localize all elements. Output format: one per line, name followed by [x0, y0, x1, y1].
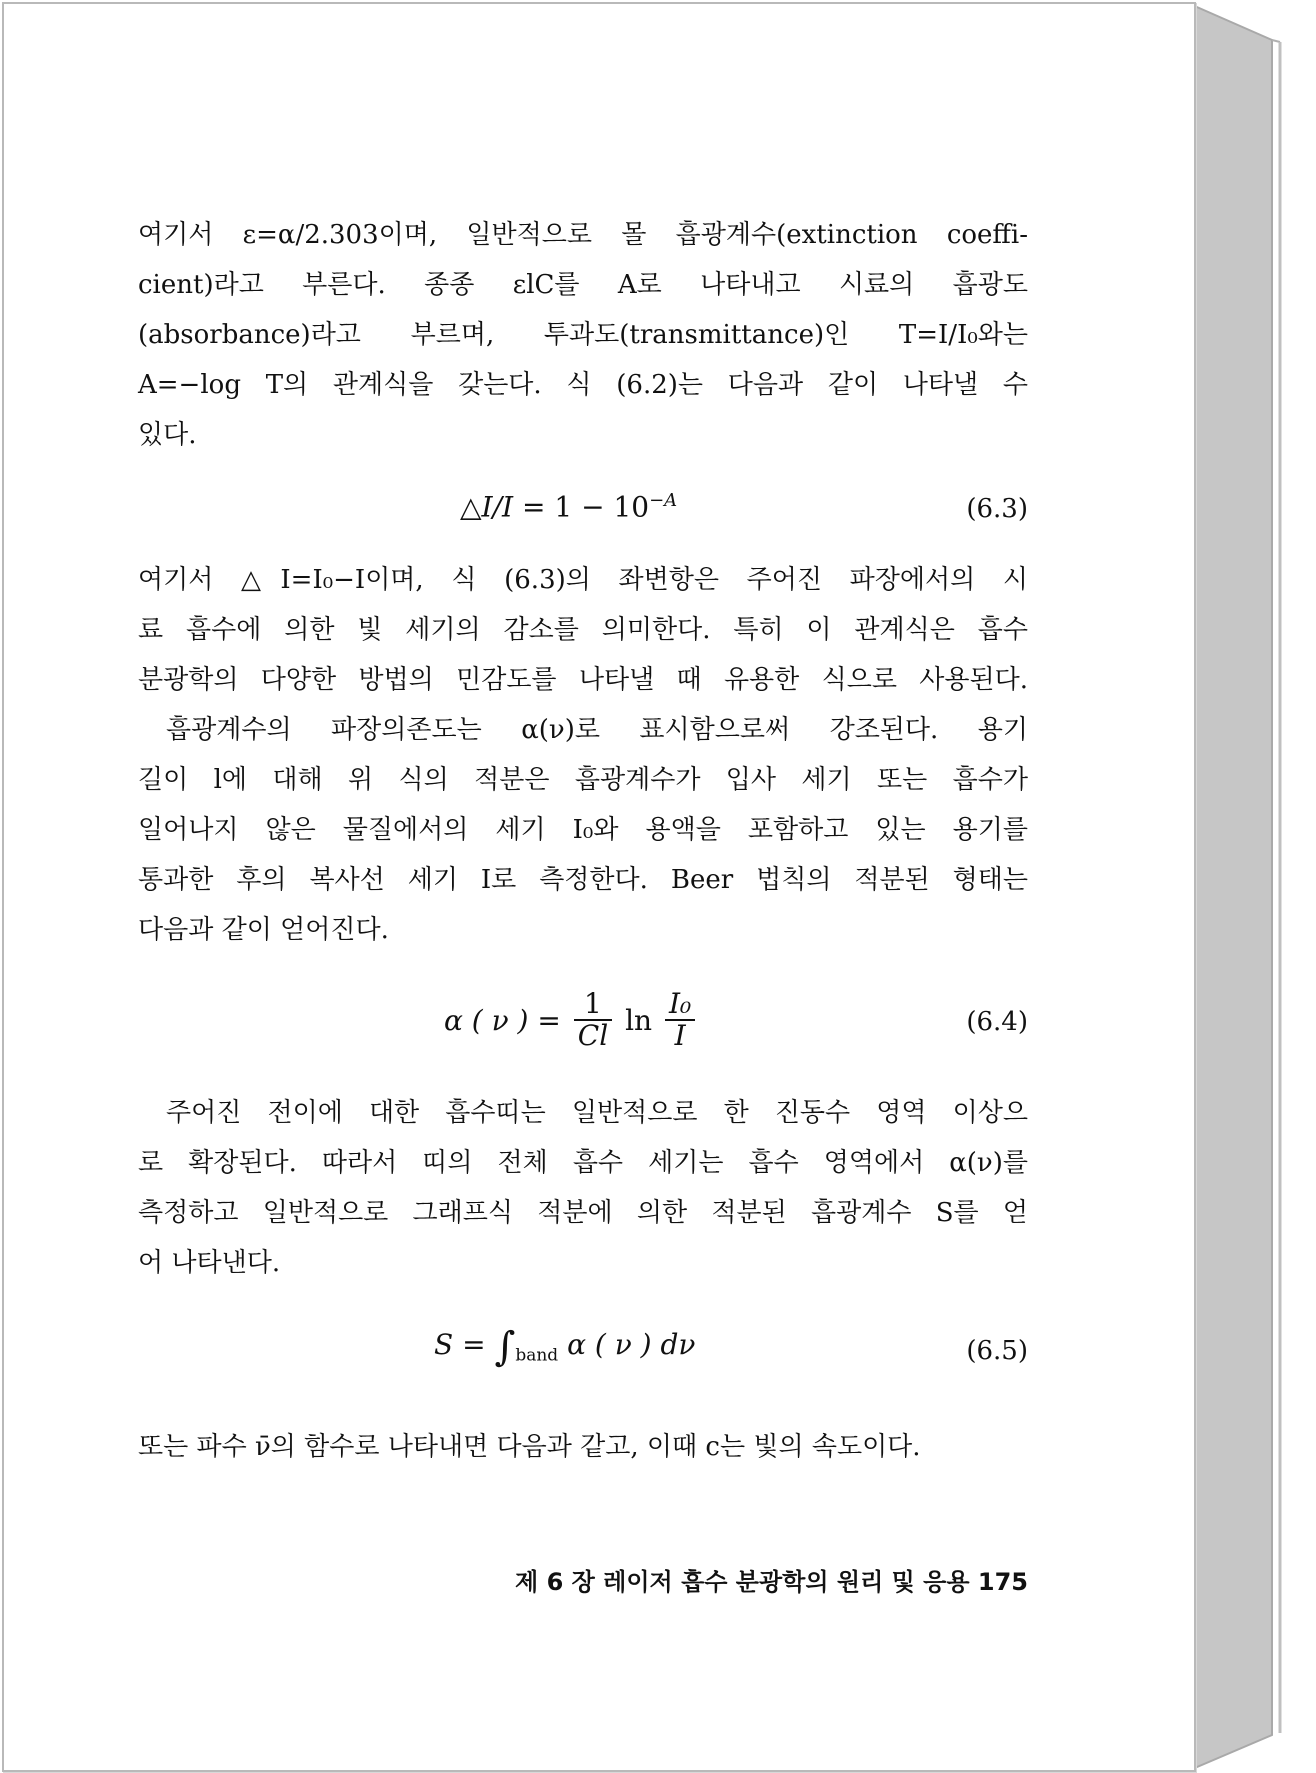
- integral-subscript: band: [515, 1345, 559, 1366]
- fraction-1: [574, 989, 612, 1051]
- text-line: 주어진 전이에 대한 흡수띠는 일반적으로 한 진동수 영역 이상으: [166, 1098, 1028, 1128]
- eq-equals: =: [462, 1328, 486, 1361]
- equation-body: [434, 1324, 695, 1370]
- text-line: 어 나타낸다.: [138, 1248, 281, 1278]
- text-line: 또는 파수 ν̄의 함수로 나타내면 다음과 같고, 이때 c는 빛의 속도이다.: [138, 1432, 921, 1462]
- eq-equals: =: [522, 490, 546, 524]
- eq-integrand: α ( ν ) dν: [567, 1328, 696, 1361]
- text-line: 여기서 ε=α/2.303이며, 일반적으로 몰 흡광계수(extinction coeffi-: [138, 220, 1028, 250]
- fraction-2: [665, 989, 695, 1051]
- fraction-1-numerator: 1: [574, 989, 612, 1021]
- text-line: 측정하고 일반적으로 그래프식 적분에 의한 적분된 흡광계수 S를 얻: [138, 1198, 1028, 1228]
- eq-lhs: △I/I: [460, 490, 514, 524]
- text-line: 로 확장된다. 따라서 띠의 전체 흡수 세기는 흡수 영역에서 α(ν)를: [138, 1148, 1028, 1178]
- fraction-2-numerator: I₀: [665, 989, 695, 1021]
- text-line: 분광학의 다양한 방법의 민감도를 나타낼 때 유용한 식으로 사용된다.: [138, 665, 1028, 695]
- text-line: 있다.: [138, 420, 197, 450]
- text-line: 통과한 후의 복사선 세기 I로 측정한다. Beer 법칙의 적분된 형태는: [138, 865, 1028, 895]
- text-line: 료 흡수에 의한 빛 세기의 감소를 의미한다. 특히 이 관계식은 흡수: [138, 615, 1028, 645]
- equation-number: (6.3): [966, 494, 1028, 524]
- paragraph-5: [138, 1422, 1028, 1472]
- eq-lhs: α ( ν ): [444, 1003, 529, 1037]
- fraction-2-denominator: I: [674, 1019, 686, 1052]
- eq-equals: =: [537, 1003, 561, 1037]
- equation-number: (6.4): [966, 1007, 1028, 1037]
- paragraph-1: [138, 210, 1028, 460]
- text-line: 일어나지 않은 물질에서의 세기 I₀와 용액을 포함하고 있는 용기를: [138, 815, 1028, 845]
- fraction-1-denominator: Cl: [577, 1019, 609, 1052]
- equation-body: [460, 490, 677, 523]
- equation-body: [444, 989, 699, 1051]
- integral-sign: ∫: [494, 1324, 516, 1370]
- eq-superscript: −A: [649, 490, 678, 511]
- eq-ln: ln: [625, 1003, 653, 1037]
- equation-6-5: [138, 1318, 1028, 1398]
- text-line: 흡광계수의 파장의존도는 α(ν)로 표시함으로써 강조된다. 용기: [166, 715, 1028, 745]
- page-footer: 제 6 장 레이저 흡수 분광학의 원리 및 응용 175: [515, 1568, 1028, 1596]
- equation-number: (6.5): [966, 1336, 1028, 1366]
- text-line: 다음과 같이 얻어진다.: [138, 915, 389, 945]
- text-line: A=−log T의 관계식을 갖는다. 식 (6.2)는 다음과 같이 나타낼 수: [138, 370, 1028, 400]
- paragraph-3: [138, 705, 1028, 955]
- equation-6-4: [138, 985, 1028, 1065]
- text-line: 길이 l에 대해 위 식의 적분은 흡광계수가 입사 세기 또는 흡수가: [138, 765, 1028, 795]
- paragraph-2: [138, 555, 1028, 705]
- paragraph-4: [138, 1088, 1028, 1288]
- eq-rhs: 1 − 10: [554, 490, 650, 524]
- text-line: (absorbance)라고 부르며, 투과도(transmittance)인 T=I/I₀와는: [138, 320, 1028, 350]
- book-side-face: [1190, 4, 1272, 1770]
- eq-lhs: S: [434, 1328, 454, 1361]
- text-line: cient)라고 부른다. 종종 εlC를 A로 나타내고 시료의 흡광도: [138, 270, 1028, 300]
- equation-6-3: [138, 480, 1028, 540]
- text-line: 여기서 △I=I₀−I이며, 식 (6.3)의 좌변항은 주어진 파장에서의 시: [138, 565, 1028, 595]
